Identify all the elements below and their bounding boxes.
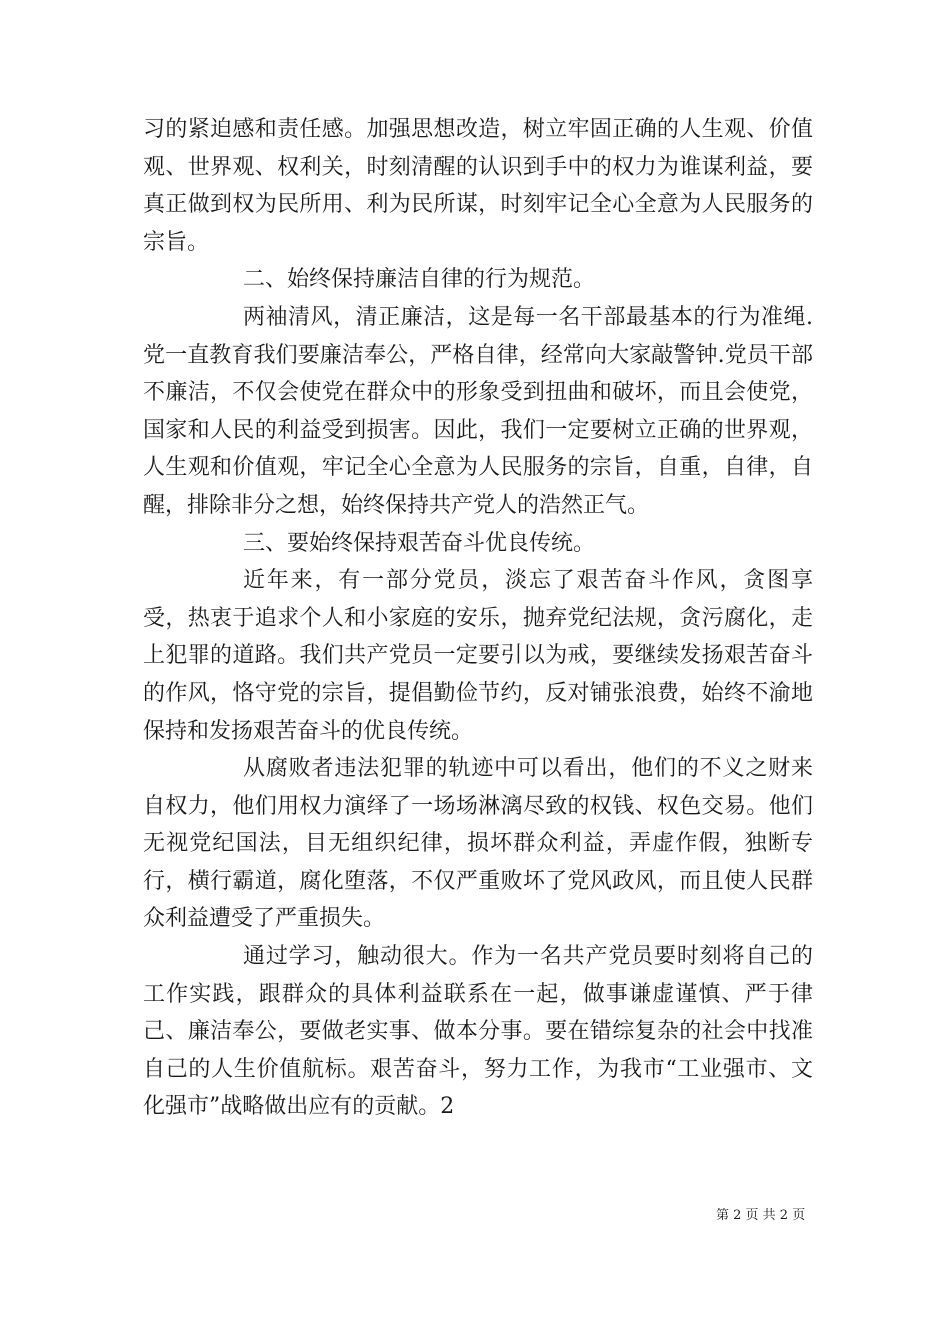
page-number-footer: 第 2 页 共 2 页 — [716, 1208, 806, 1223]
paragraph-integrity: 两袖清风，清正廉洁，这是每一名干部最基本的行为准绳.党一直教育我们要廉洁奉公，严格自律，经常向大家敲警钟.党员干部不廉洁，不仅会使党在群众中的形象受到扭曲和破坏，而且会使党，国家和人民的利益受到损害。因此，我们一定要树立正确的世界观，人生观和价值观，牢记全心全意为人民服务的宗旨，自重，自律，自醒，排除非分之想，始终保持共产党人的浩然正气。 — [143, 304, 813, 518]
document-body — [143, 111, 813, 1126]
section-heading-2: 二、始终保持廉洁自律的行为规范。 — [243, 267, 596, 293]
section-heading-3: 三、要始终保持艰苦奋斗优良传统。 — [243, 530, 596, 556]
paragraph-continuation: 习的紧迫感和责任感。加强思想改造，树立牢固正确的人生观、价值观、世界观、权利关，时刻清醒的认识到手中的权力为谁谋利益，要真正做到权为民所用、利为民所谋，时刻牢记全心全意为人民服务的宗旨。 — [143, 117, 813, 255]
paragraph-conclusion: 通过学习，触动很大。作为一名共产党员要时刻将自己的工作实践，跟群众的具体利益联系在一起，做事谦虚谨慎、严于律己、廉洁奉公，要做老实事、做本分事。要在错综复杂的社会中找准自己的人生价值航标。艰苦奋斗，努力工作，为我市“工业强市、文化强市”战略做出应有的贡献。2 — [143, 944, 813, 1120]
paragraph-corruption: 从腐败者违法犯罪的轨迹中可以看出，他们的不义之财来自权力，他们用权力演绎了一场场淋漓尽致的权钱、权色交易。他们无视党纪国法，目无组织纪律，损坏群众利益，弄虚作假，独断专行，横行霸道，腐化堕落，不仅严重败坏了党风政风，而且使人民群众利益遭受了严重损失。 — [143, 756, 813, 932]
paragraph-hardwork: 近年来，有一部分党员，淡忘了艰苦奋斗作风，贪图享受，热衷于追求个人和小家庭的安乐，抛弃党纪法规，贪污腐化，走上犯罪的道路。我们共产党员一定要引以为戒，要继续发扬艰苦奋斗的作风，恪守党的宗旨，提倡勤俭节约，反对铺张浪费，始终不渝地保持和发扬艰苦奋斗的优良传统。 — [143, 568, 813, 744]
